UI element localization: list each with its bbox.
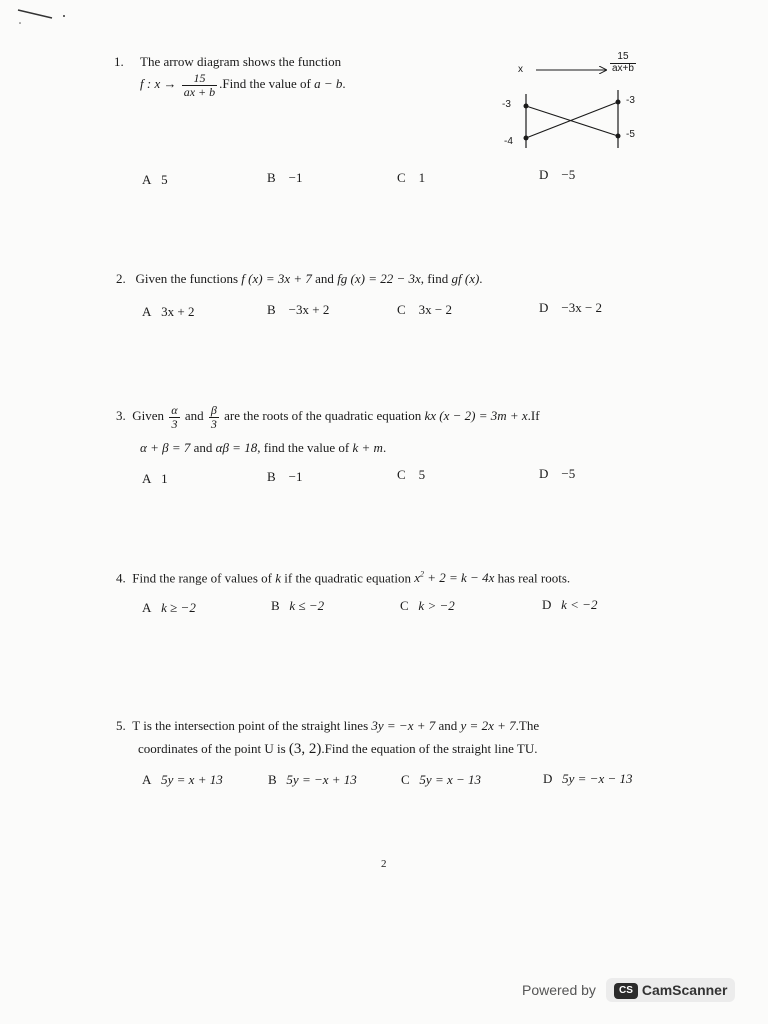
option-a[interactable]: A k ≥ −2 <box>142 600 196 615</box>
option-a[interactable]: A 1 <box>142 471 168 486</box>
question-line-2: coordinates of the point U is (3, 2).Find the equation of the straight line TU. <box>138 741 538 757</box>
question-line-2: α + β = 7 and αβ = 18, find the value of k + m. <box>140 440 387 455</box>
option-b[interactable]: B −1 <box>267 170 303 185</box>
option-d[interactable]: D −5 <box>539 167 576 182</box>
option-b[interactable]: B k ≤ −2 <box>271 598 325 613</box>
diagram-left-value-2: -4 <box>504 136 513 147</box>
powered-by-text: Powered by <box>522 982 596 998</box>
diagram-codomain-label: $\frac{15}{ax+b}$ <box>612 51 634 74</box>
question-line-2: f : x → $\frac{15}{ax + b}$ .Find the value of a − b. <box>140 71 346 99</box>
option-a[interactable]: A 5 <box>142 172 168 187</box>
arrow-diagram <box>498 50 648 160</box>
expression: a − b <box>314 76 343 92</box>
diagram-right-value-2: -5 <box>626 129 635 140</box>
option-a[interactable]: A 3x + 2 <box>142 304 195 319</box>
option-b[interactable]: B −1 <box>267 469 303 484</box>
fraction: $\frac{15}{ax + b}$ <box>183 71 216 99</box>
question-text: 3. Given $\frac{\alpha}{3}$ and $\frac{\beta}{3}$ are the roots of the quadratic equation kx (x − 2) = 3m + x.If <box>116 403 540 431</box>
option-a[interactable]: A 5y = x + 13 <box>142 772 223 787</box>
camscanner-watermark <box>522 982 735 1000</box>
camscanner-logo-icon: CS <box>614 983 638 999</box>
option-c[interactable]: C k > −2 <box>400 598 455 613</box>
diagram-domain-label: x <box>518 64 523 75</box>
option-b[interactable]: B 5y = −x + 13 <box>268 772 357 787</box>
option-d[interactable]: D k < −2 <box>542 597 598 612</box>
option-d[interactable]: D 5y = −x − 13 <box>543 771 633 786</box>
option-d[interactable]: D −3x − 2 <box>539 300 603 315</box>
question-text: 2. Given the functions f (x) = 3x + 7 and fg (x) = 22 − 3x, find gf (x). <box>116 271 483 286</box>
page-number: 2 <box>381 858 387 870</box>
diagram-left-value-1: -3 <box>502 99 511 110</box>
diagram-right-value-1: -3 <box>626 95 635 106</box>
function-prefix: f : x → <box>140 76 177 92</box>
option-c[interactable]: C 5y = x − 13 <box>401 772 482 787</box>
question-text: 5. T is the intersection point of the straight lines 3y = −x + 7 and y = 2x + 7.The <box>116 718 540 733</box>
camscanner-brand: CS CamScanner <box>606 978 735 1002</box>
option-d[interactable]: D −5 <box>539 466 576 481</box>
question-text: 4. Find the range of values of k if the quadratic equation $x^2 + 2 = k - 4x$ has real roots. <box>116 570 571 586</box>
scan-mark <box>0 0 80 30</box>
question-text: The arrow diagram shows the function <box>140 54 342 69</box>
option-b[interactable]: B −3x + 2 <box>267 302 330 317</box>
option-c[interactable]: C 5 <box>397 467 426 482</box>
option-c[interactable]: C 3x − 2 <box>397 302 453 317</box>
option-c[interactable]: C 1 <box>397 170 426 185</box>
question-number: 1. <box>114 54 124 69</box>
